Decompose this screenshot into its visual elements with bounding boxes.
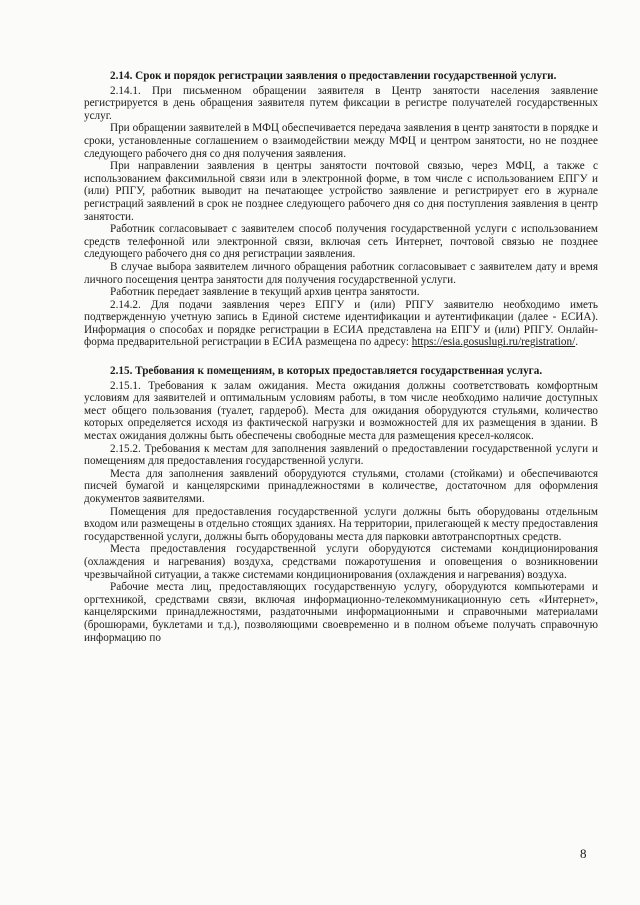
page-number: 8 [580,846,587,861]
paragraph: В случае выбора заявителем личного обращения работник согласовывает с заявителем дату и время личного посещения центра занятости для получения государственной услуги. [84,260,598,286]
paragraph: Места предоставления государственной услуги оборудуются системами кондиционирования (охлаждения и нагревания) воздуха, средствами пожаротушения и оповещения о возникновении чрезвычайной ситуации, а также системами кондиционирования (охлаждения и нагревания) воздуха. [84,543,598,581]
section-2-15 [84,365,598,644]
link-tail: . [575,336,578,349]
section-2-15-heading: 2.15. Требования к помещениям, в которых предоставляется государственная услуга. [110,365,543,378]
page-content [84,70,598,644]
paragraph: 2.15.1. Требования к залам ожидания. Места ожидания должны соответствовать комфортным условиям для заявителей и оптимальным условиям работы, в том числе необходимо наличие доступных мест общего пользования (туалет, гардероб). Места для ожидания оборудуются стульями, количество которых определяется исходя из фактической нагрузки и возможностей для их размещения в здании. В местах ожидания должны быть обеспечены свободные места для размещения кресел-колясок. [84,379,598,443]
paragraph: 2.14.1. При письменном обращении заявителя в Центр занятости населения заявление регистрируется в день обращения заявителя путем фиксации в регистре получателей государственных услуг. [84,84,598,122]
paragraph: Работник согласовывает с заявителем способ получения государственной услуги с использованием средств телефонной или электронной связи, включая сеть Интернет, почтовой связью не позднее следующего рабочего дня со дня регистрации заявления. [84,223,598,261]
paragraph: Работник передает заявление в текущий архив центра занятости. [110,286,420,299]
esia-registration-link[interactable]: https://esia.gosuslugi.ru/registration/ [411,336,576,349]
section-2-14 [84,70,598,349]
paragraph: При направлении заявления в центры занятости почтовой связью, через МФЦ, а также с использованием факсимильной связи или в электронной форме, в том числе с использованием ЕПГУ и (или) РПГУ, работник выводит на печатающее устройство заявление и регистрирует его в журнале регистраций заявлений в срок не позднее следующего рабочего дня со дня поступления заявления в центр занятости. [84,160,598,223]
paragraph-with-link [84,299,598,349]
paragraph: Рабочие места лиц, предоставляющих государственную услугу, оборудуются компьютерами и оргтехникой, средствами связи, включая информационно-телекоммуникационную сеть «Интернет», канцелярскими принадлежностями, раздаточными информационными и справочными материалами (брошюрами, буклетами и т.д.), позволяющими своевременно и в полном объеме получать справочную информацию по [84,581,598,644]
paragraph: Места для заполнения заявлений оборудуются стульями, столами (стойками) и обеспечиваются писчей бумагой и канцелярскими принадлежностями в количестве, достаточном для оформления документов заявителями. [84,467,598,505]
paragraph: Помещения для предоставления государственной услуги должны быть оборудованы отдельным входом или размещены в отдельно стоящих зданиях. На территории, прилегающей к месту предоставления государственной услуги, должны быть оборудованы места для парковки автотранспортных средств. [84,505,598,543]
paragraph: При обращении заявителей в МФЦ обеспечивается передача заявления в центр занятости в порядке и сроки, установленные соглашением о взаимодействии между МФЦ и центром занятости, но не позднее следующего рабочего дня со дня получения заявления. [84,122,598,160]
paragraph: 2.15.2. Требования к местам для заполнения заявлений о предоставлении государственной услуги и помещениям для предоставления государственной услуги. [84,442,598,468]
paragraph-text: 2.14.2. Для подачи заявления через ЕПГУ и (или) РПГУ заявителю необходимо иметь подтвержденную учетную запись в Единой системе идентификации и аутентификации (далее - ЕСИА). Информация о способах и порядке регистрации в ЕСИА представлена на ЕПГУ и (или) РПГУ. Онлайн-форма предварительной регистрации в ЕСИА размещена по адресу: [84,298,598,349]
section-2-14-heading: 2.14. Срок и порядок регистрации заявления о предоставлении государственной услуги. [110,70,557,82]
